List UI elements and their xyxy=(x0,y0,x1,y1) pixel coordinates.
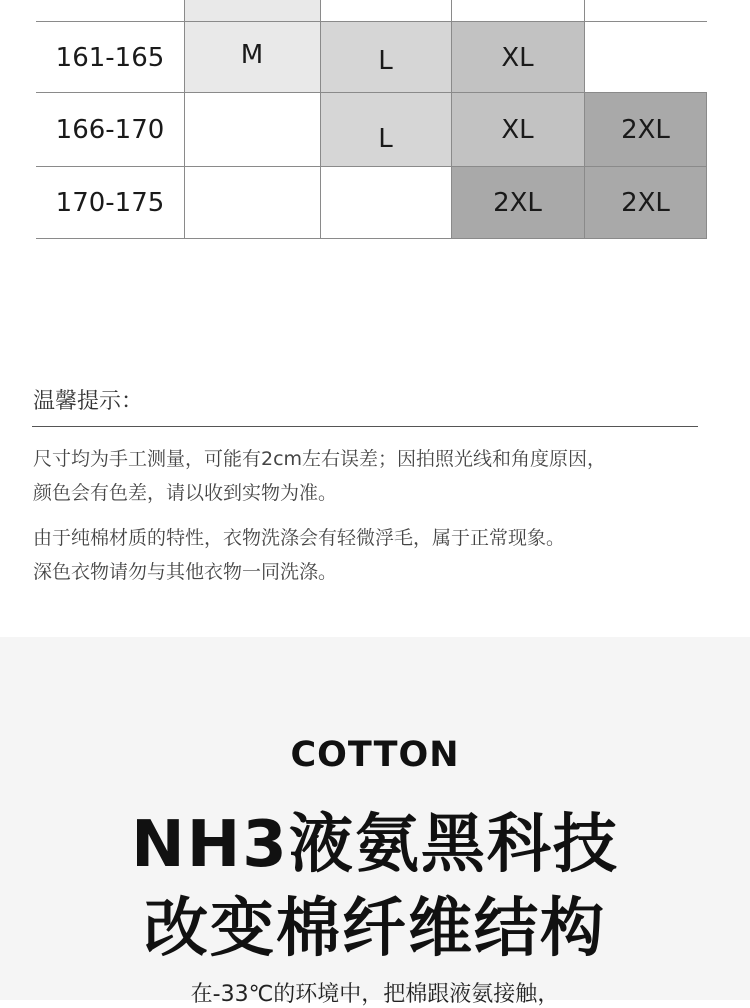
promo-english-heading: COTTON xyxy=(290,735,460,775)
table-cell-size: 2XL xyxy=(584,167,707,239)
table-cell-range: 161-165 xyxy=(55,42,165,73)
table-cell-range: 170-175 xyxy=(55,188,165,218)
table-cell-size: XL xyxy=(451,93,584,167)
tips-line: 由于纯棉材质的特性，衣物洗涤会有轻微浮毛，属于正常现象。 xyxy=(33,527,566,549)
table-cell-range: 166-170 xyxy=(55,115,165,145)
table-divider xyxy=(451,0,452,239)
table-cell-size: L xyxy=(320,22,451,93)
table-cell-size: XL xyxy=(451,22,584,93)
table-divider xyxy=(584,0,585,239)
table-divider xyxy=(36,92,707,93)
table-divider xyxy=(36,238,707,239)
tips-title: 温馨提示： xyxy=(33,389,144,414)
size-table xyxy=(36,0,707,239)
table-cell-size: M xyxy=(184,22,320,93)
tips-divider xyxy=(32,426,698,427)
table-cell-size xyxy=(184,167,320,239)
table-cell-size xyxy=(320,167,451,239)
table-cell-size: L xyxy=(320,93,451,167)
table-divider xyxy=(184,0,185,239)
promo-title-line2: 改变棉纤维结构 xyxy=(144,892,606,966)
table-divider xyxy=(320,0,321,239)
promo-section xyxy=(0,637,750,1007)
table-cell-size xyxy=(584,22,707,93)
promo-subtitle: 在-33℃的环境中，把棉跟液氨接触， xyxy=(190,982,560,1007)
table-cell-size xyxy=(184,93,320,167)
table-divider xyxy=(706,92,707,239)
tips-line: 颜色会有色差，请以收到实物为准。 xyxy=(33,482,338,504)
tips-line: 尺寸均为手工测量，可能有2cm左右误差；因拍照光线和角度原因， xyxy=(33,448,607,470)
cell-bg xyxy=(184,0,320,22)
table-divider xyxy=(36,21,707,22)
table-cell-size: 2XL xyxy=(584,93,707,167)
tips-line: 深色衣物请勿与其他衣物一同洗涤。 xyxy=(33,561,338,583)
table-cell-size: 2XL xyxy=(451,167,584,239)
promo-title-line1: NH3液氨黑科技 xyxy=(131,808,619,882)
table-divider xyxy=(36,166,707,167)
